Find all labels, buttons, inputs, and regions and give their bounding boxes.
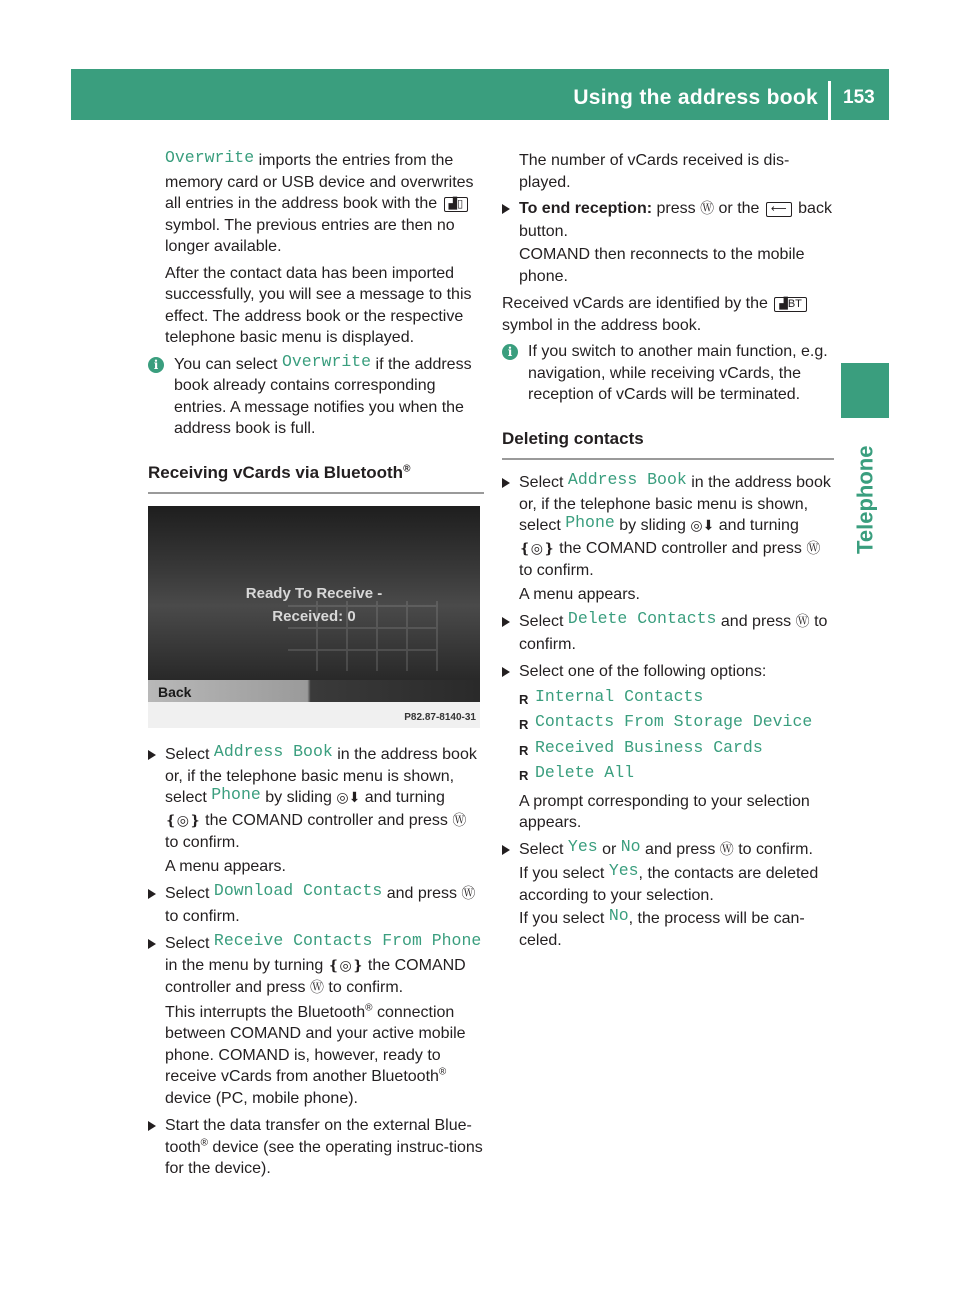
press-controller-icon: Ⓦ xyxy=(806,540,821,557)
step-arrow-icon xyxy=(502,478,510,488)
instruction-step: Select Address Book in the address book or, if the telephone basic menu is shown, select Phone by sliding ◎⬇ and turning ❴◎❵ the COMAND controller and press Ⓦ to confirm. A menu appears. xyxy=(148,744,484,877)
press-controller-icon: Ⓦ xyxy=(795,614,810,630)
section-heading: Receiving vCards via Bluetooth® xyxy=(148,462,484,495)
instruction-step: To end reception: press Ⓦ or the ⟵ back button. COMAND then reconnects to the mobile phone. xyxy=(502,198,834,287)
screen-softkey-bar xyxy=(148,680,480,702)
card-symbol-icon: ▟▯ xyxy=(444,197,469,212)
press-controller-icon: Ⓦ xyxy=(719,841,734,858)
turn-controller-icon: ❴◎❵ xyxy=(519,540,555,557)
figure-code: P82.87-8140-31 xyxy=(404,712,476,723)
step-arrow-icon xyxy=(502,845,510,855)
list-item: R Internal Contacts xyxy=(519,689,834,711)
display-screenshot xyxy=(148,506,480,728)
list-item: R Delete All xyxy=(519,765,834,787)
screen-back-softkey: Back xyxy=(158,684,192,700)
slide-down-icon: ◎⬇ xyxy=(336,790,361,806)
instruction-step: Start the data transfer on the external Blue-tooth® device (see the operating instruc-tions for the device). xyxy=(148,1115,484,1180)
page-title: Using the address book xyxy=(573,86,818,109)
section-tab-marker xyxy=(841,363,889,418)
instruction-step: Select Delete Contacts and press Ⓦ to confirm. xyxy=(502,611,834,655)
instruction-step: Select Download Contacts and press Ⓦ to confirm. xyxy=(148,883,484,927)
step-arrow-icon xyxy=(148,939,156,949)
section-label xyxy=(841,432,889,567)
step-arrow-icon xyxy=(502,617,510,627)
press-controller-icon: Ⓦ xyxy=(452,812,467,829)
step-arrow-icon xyxy=(148,1121,156,1131)
turn-controller-icon: ❴◎❵ xyxy=(327,957,364,974)
paragraph: Overwrite imports the entries from the memory card or USB device and overwrites all entries in the address book with the ▟▯ symbol. The previous entries are then no longer available. xyxy=(165,148,474,255)
option-list xyxy=(502,686,834,787)
info-icon: i xyxy=(148,357,164,373)
press-controller-icon: Ⓦ xyxy=(700,201,715,217)
section-label-text: Telephone xyxy=(852,445,878,554)
info-icon: i xyxy=(502,344,518,360)
instruction-step: Select Yes or No and press Ⓦ to confirm. If you select Yes, the contacts are deleted according to your selection. If you select No, the process will be can-celed. xyxy=(502,839,834,952)
menu-item-ref: Overwrite xyxy=(165,148,255,167)
press-controller-icon: Ⓦ xyxy=(309,980,324,996)
step-arrow-icon xyxy=(148,750,156,760)
paragraph: A prompt corresponding to your selection appears. xyxy=(519,792,810,831)
list-item: R Received Business Cards xyxy=(519,740,834,762)
paragraph: After the contact data has been imported successfully, you will see a message to this effect. The address book or the respective telephone basic menu is displayed. xyxy=(165,264,472,346)
instruction-step: Select one of the following options: xyxy=(502,661,834,683)
press-controller-icon: Ⓦ xyxy=(461,886,476,902)
paragraph: Received vCards are identified by the ▟BT symbol in the address book. xyxy=(502,293,834,336)
turn-controller-icon: ❴◎❵ xyxy=(165,812,201,829)
right-column xyxy=(502,150,834,957)
bluetooth-card-icon: ▟BT xyxy=(774,297,807,312)
header-bar xyxy=(71,69,889,120)
section-heading: Deleting contacts xyxy=(502,428,834,461)
instruction-step: Select Receive Contacts From Phone in the menu by turning ❴◎❵ the COMAND controller and press Ⓦ to confirm. This interrupts the Bluetooth® connection between COMAND and your active mobile phone. COMAND is, however, ready to receive vCards from another Bluetooth® device (PC, mobile phone). xyxy=(148,933,484,1109)
page-number: 153 xyxy=(843,87,875,108)
header-divider xyxy=(828,81,831,120)
slide-down-icon: ◎⬇ xyxy=(690,518,715,534)
list-item: R Contacts From Storage Device xyxy=(519,714,834,736)
left-column xyxy=(148,150,484,1186)
info-note: i You can select Overwrite if the address book already contains corresponding entries. A message notifies you when the address book is full. xyxy=(148,354,484,440)
info-note: i If you switch to another main function, e.g. navigation, while receiving vCards, the reception of vCards will be terminated. xyxy=(502,341,834,406)
screen-status-text: Ready To Receive - xyxy=(245,585,383,602)
step-arrow-icon xyxy=(502,667,510,677)
instruction-step: Select Address Book in the address book or, if the telephone basic menu is shown, select Phone by sliding ◎⬇ and turning ❴◎❵ the COMAND controller and press Ⓦ to confirm. A menu appears. xyxy=(502,472,834,605)
back-button-icon: ⟵ xyxy=(766,202,792,217)
paragraph: The number of vCards received is dis-played. xyxy=(519,152,790,191)
screen-received-count: Received: 0 xyxy=(272,608,356,625)
step-arrow-icon xyxy=(502,204,510,214)
step-arrow-icon xyxy=(148,889,156,899)
